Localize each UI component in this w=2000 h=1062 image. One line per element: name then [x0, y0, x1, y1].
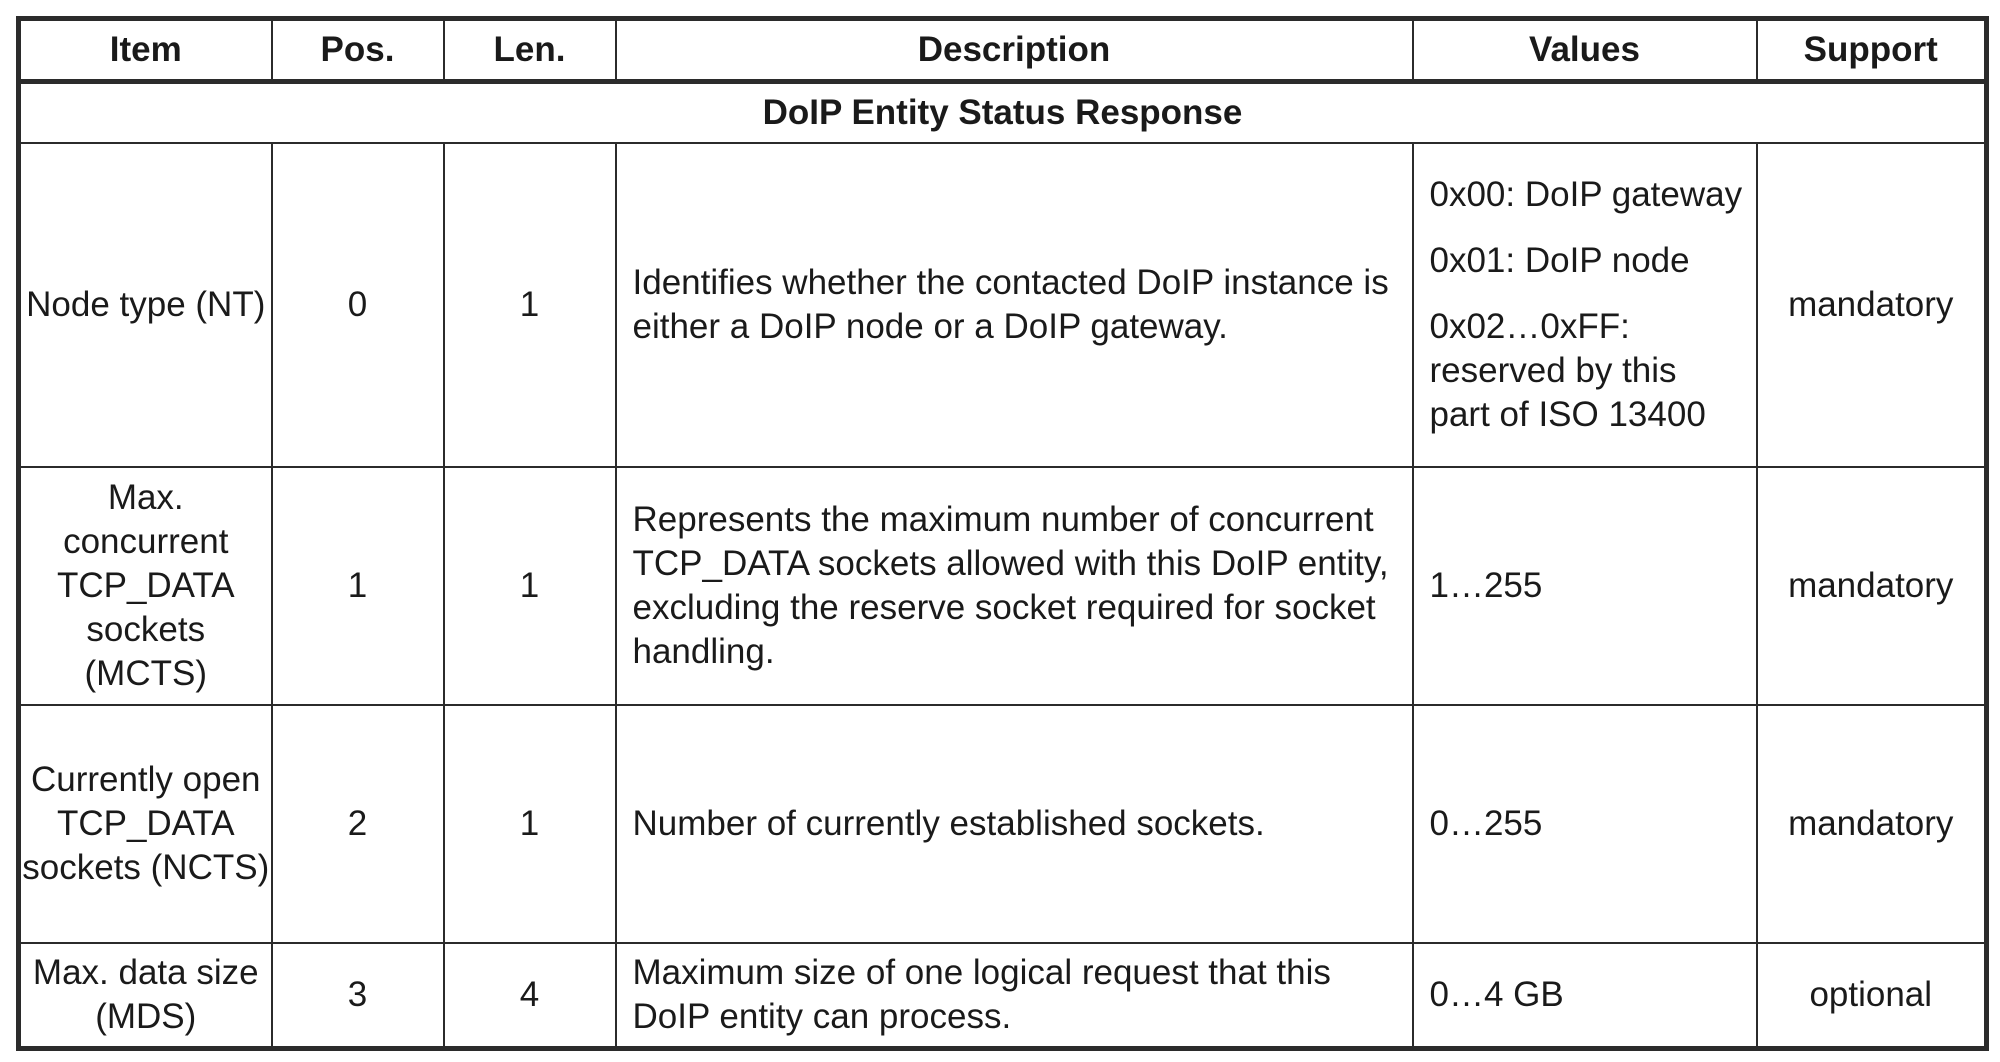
cell-values	[1413, 705, 1757, 943]
cell-pos: 3	[272, 943, 444, 1049]
cell-len: 4	[444, 943, 616, 1049]
header-pos: Pos.	[272, 19, 444, 82]
table-row	[19, 467, 1987, 705]
value-entry: 0…4 GB	[1429, 975, 1564, 1014]
table-row	[19, 943, 1987, 1049]
cell-values	[1413, 143, 1757, 467]
value-entry: 0x01: DoIP node	[1429, 241, 1690, 280]
section-row	[19, 82, 1987, 144]
header-values: Values	[1413, 19, 1757, 82]
cell-support: mandatory	[1757, 467, 1987, 705]
value-entry: 1…255	[1429, 566, 1543, 605]
header-item: Item	[19, 19, 272, 82]
cell-description: Identifies whether the contacted DoIP instance is either a DoIP node or a DoIP gateway.	[616, 143, 1413, 467]
cell-pos: 0	[272, 143, 444, 467]
value-entry: 0x02…0xFF: reserved by this part of ISO 13400	[1429, 307, 1706, 434]
cell-description: Number of currently established sockets.	[616, 705, 1413, 943]
header-support: Support	[1757, 19, 1987, 82]
cell-item: Currently open TCP_DATA sockets (NCTS)	[19, 705, 272, 943]
value-entry: 0x00: DoIP gateway	[1429, 175, 1743, 214]
header-row	[19, 19, 1987, 82]
value-entry: 0…255	[1429, 804, 1543, 843]
cell-item: Node type (NT)	[19, 143, 272, 467]
cell-len: 1	[444, 143, 616, 467]
cell-values	[1413, 467, 1757, 705]
cell-pos: 2	[272, 705, 444, 943]
cell-support: mandatory	[1757, 143, 1987, 467]
cell-values	[1413, 943, 1757, 1049]
cell-len: 1	[444, 467, 616, 705]
table-row	[19, 143, 1987, 467]
section-title: DoIP Entity Status Response	[19, 82, 1987, 144]
cell-len: 1	[444, 705, 616, 943]
cell-support: optional	[1757, 943, 1987, 1049]
table-row	[19, 705, 1987, 943]
cell-support: mandatory	[1757, 705, 1987, 943]
header-len: Len.	[444, 19, 616, 82]
cell-item: Max. data size (MDS)	[19, 943, 272, 1049]
cell-pos: 1	[272, 467, 444, 705]
cell-description: Maximum size of one logical request that this DoIP entity can process.	[616, 943, 1413, 1049]
cell-item: Max. concurrent TCP_DATA sockets (MCTS)	[19, 467, 272, 705]
doip-entity-status-table	[16, 16, 1989, 1051]
header-description: Description	[616, 19, 1413, 82]
cell-description: Represents the maximum number of concurrent TCP_DATA sockets allowed with this DoIP entity, excluding the reserve socket required for socket handling.	[616, 467, 1413, 705]
